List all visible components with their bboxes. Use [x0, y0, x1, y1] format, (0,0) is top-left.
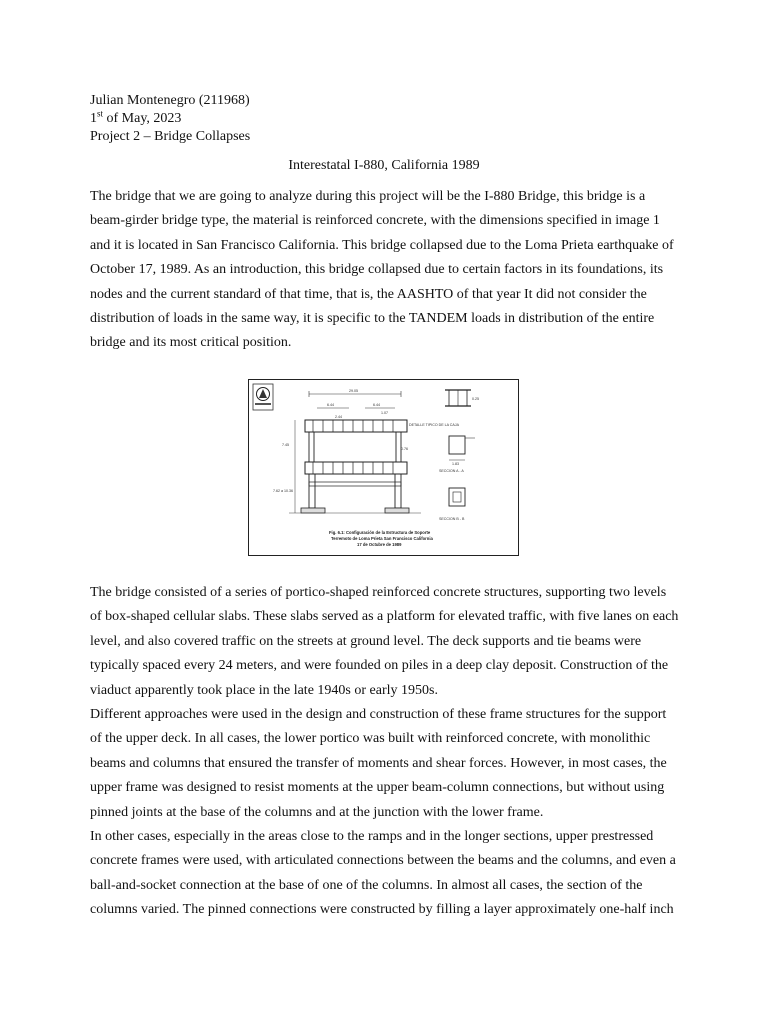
figure-caption-line1: Fig. 6.1: Configuración de la Estructura de Soporte [329, 530, 431, 535]
paragraph-2: The bridge consisted of a series of portico-shaped reinforced concrete structures, supporting two levels of box-shaped cellular slabs. These slabs served as a platform for elevated traffic, with five lanes on each level, and also covered traffic on the streets at ground level. The deck supports and tie beams were typically spaced every 24 meters, and were founded on piles in a deep clay deposit. Construction of the viaduct apparently took place in the late 1940s or early 1950s. [90, 585, 679, 698]
dim-c-label: 1.07 [381, 411, 388, 415]
date-day: 1 [90, 111, 97, 126]
dim-left-upper-label: 7.45 [282, 443, 289, 447]
section-details [409, 390, 479, 521]
paragraph-3: Different approaches were used in the design and construction of these frame structures for the support of the upper deck. In all cases, the lower portico was built with reinforced concrete, with monolithic beams and columns that ensured the transfer of moments and shear forces. However, in most cases, the upper frame was designed to resist moments at the upper beam-column connections, but without using pinned joints at the base of the columns and at the junction with the lower frame. [90, 707, 667, 820]
dim-top-label: 29.05 [349, 389, 358, 393]
institution-logo [253, 384, 273, 410]
dim-a-label: 6.44 [327, 403, 334, 407]
dim-f-label: 0.25 [472, 397, 479, 401]
document-title: Interestatal I-880, California 1989 [288, 158, 480, 173]
dim-e-label: 0.76 [401, 447, 408, 451]
figure-caption-line2: Terremoto de Loma Prieta San Francisco California [331, 536, 433, 541]
date-rest: of May, 2023 [103, 111, 182, 126]
section-b-label: SECCION B - B [439, 517, 465, 521]
dim-left-lower-label: 7.62 a 10.36 [273, 489, 293, 493]
body-paragraphs [90, 581, 680, 923]
project-line: Project 2 – Bridge Collapses [90, 129, 251, 144]
bridge-structure-figure [248, 379, 519, 556]
intro-paragraph: The bridge that we are going to analyze during this project will be the I-880 Bridge, this bridge is a beam-girder bridge type, the material is reinforced concrete, with the dimensions specified in image 1 and it is located in San Francisco California. This bridge collapsed due to the Loma Prieta earthquake of October 17, 1989. As an introduction, this bridge collapsed due to certain factors in its foundations, its nodes and the current standard of that time, that is, the AASHTO of that year It did not consider the distribution of loads in the same way, it is specific to the TANDEM loads in distribution of the entire bridge and its most critical position. [90, 189, 674, 351]
detail-label: DETALLE TIPICO DE LA CAJA [409, 423, 459, 427]
date-line [90, 110, 250, 128]
paragraph-4: In other cases, especially in the areas close to the ramps and in the longer sections, upper prestressed concrete frames were used, with articulated connections between the beams and the columns, and even a ball-and-socket connection at the base of one of the columns. In almost all cases, the section of the columns varied. The pinned connections were constructed by filling a layer approximately one-half inch [90, 829, 676, 918]
dim-d-label: 2.44 [335, 415, 342, 419]
document-header [90, 92, 250, 146]
section-a-label: SECCION A - A [439, 469, 464, 473]
figure-caption-line3: 17 de Octubre de 1989 [357, 542, 402, 547]
intro-paragraph-block [90, 185, 680, 356]
dim-b-label: 6.44 [373, 403, 380, 407]
author-line: Julian Montenegro (211968) [90, 93, 250, 108]
bridge-diagram [249, 380, 517, 554]
dim-g-label: 1.83 [452, 462, 459, 466]
date-suffix: st [97, 108, 104, 119]
